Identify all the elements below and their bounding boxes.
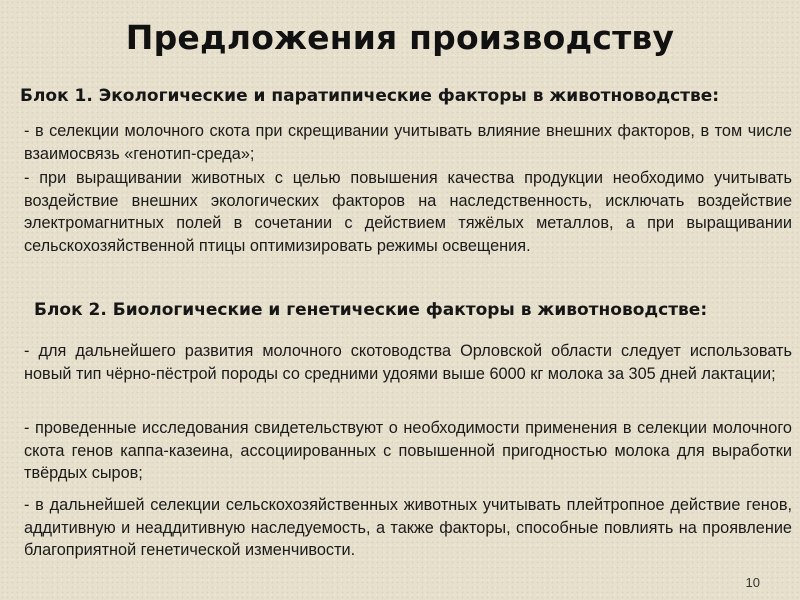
block2-item-2: - проведенные исследования свидетельствуют о необходимости применения в селекции молочного скота генов каппа-казеина, ассоциированных с повышенной пригодностью молока для выработки твёрдых сыров; [24,419,792,482]
block1-heading: Блок 1. Экологические и паратипические факторы в животноводстве: [20,86,720,106]
slide-title: Предложения производству [125,18,675,57]
block2-item-1: - для дальнейшего развития молочного скотоводства Орловской области следует использовать новый тип чёрно-пёстрой породы со средними удоями выше 6000 кг молока за 305 дней лактации; [24,342,792,383]
page-number: 10 [745,575,760,590]
block1-item-1: - в селекции молочного скота при скрещивании учитывать влияние внешних факторов, в том числе взаимосвязь «генотип-среда»; [24,122,792,163]
block1-item-2: - при выращивании животных с целью повышения качества продукции необходимо учитывать воздействие внешних экологических факторов на наследственность, исключать воздействие электромагнитных полей в сочетании с действием тяжёлых металлов, а при выращивании сельскохозяйственной птицы оптимизировать режимы освещения. [24,169,792,255]
block2-heading: Блок 2. Биологические и генетические факторы в животноводстве: [34,300,708,320]
block2-item-3: - в дальнейшей селекции сельскохозяйственных животных учитывать плейтропное действие генов, аддитивную и неаддитивную наследуемость, а также факторы, способные повлиять на проявление благоприятной генетической изменчивости. [24,496,792,559]
